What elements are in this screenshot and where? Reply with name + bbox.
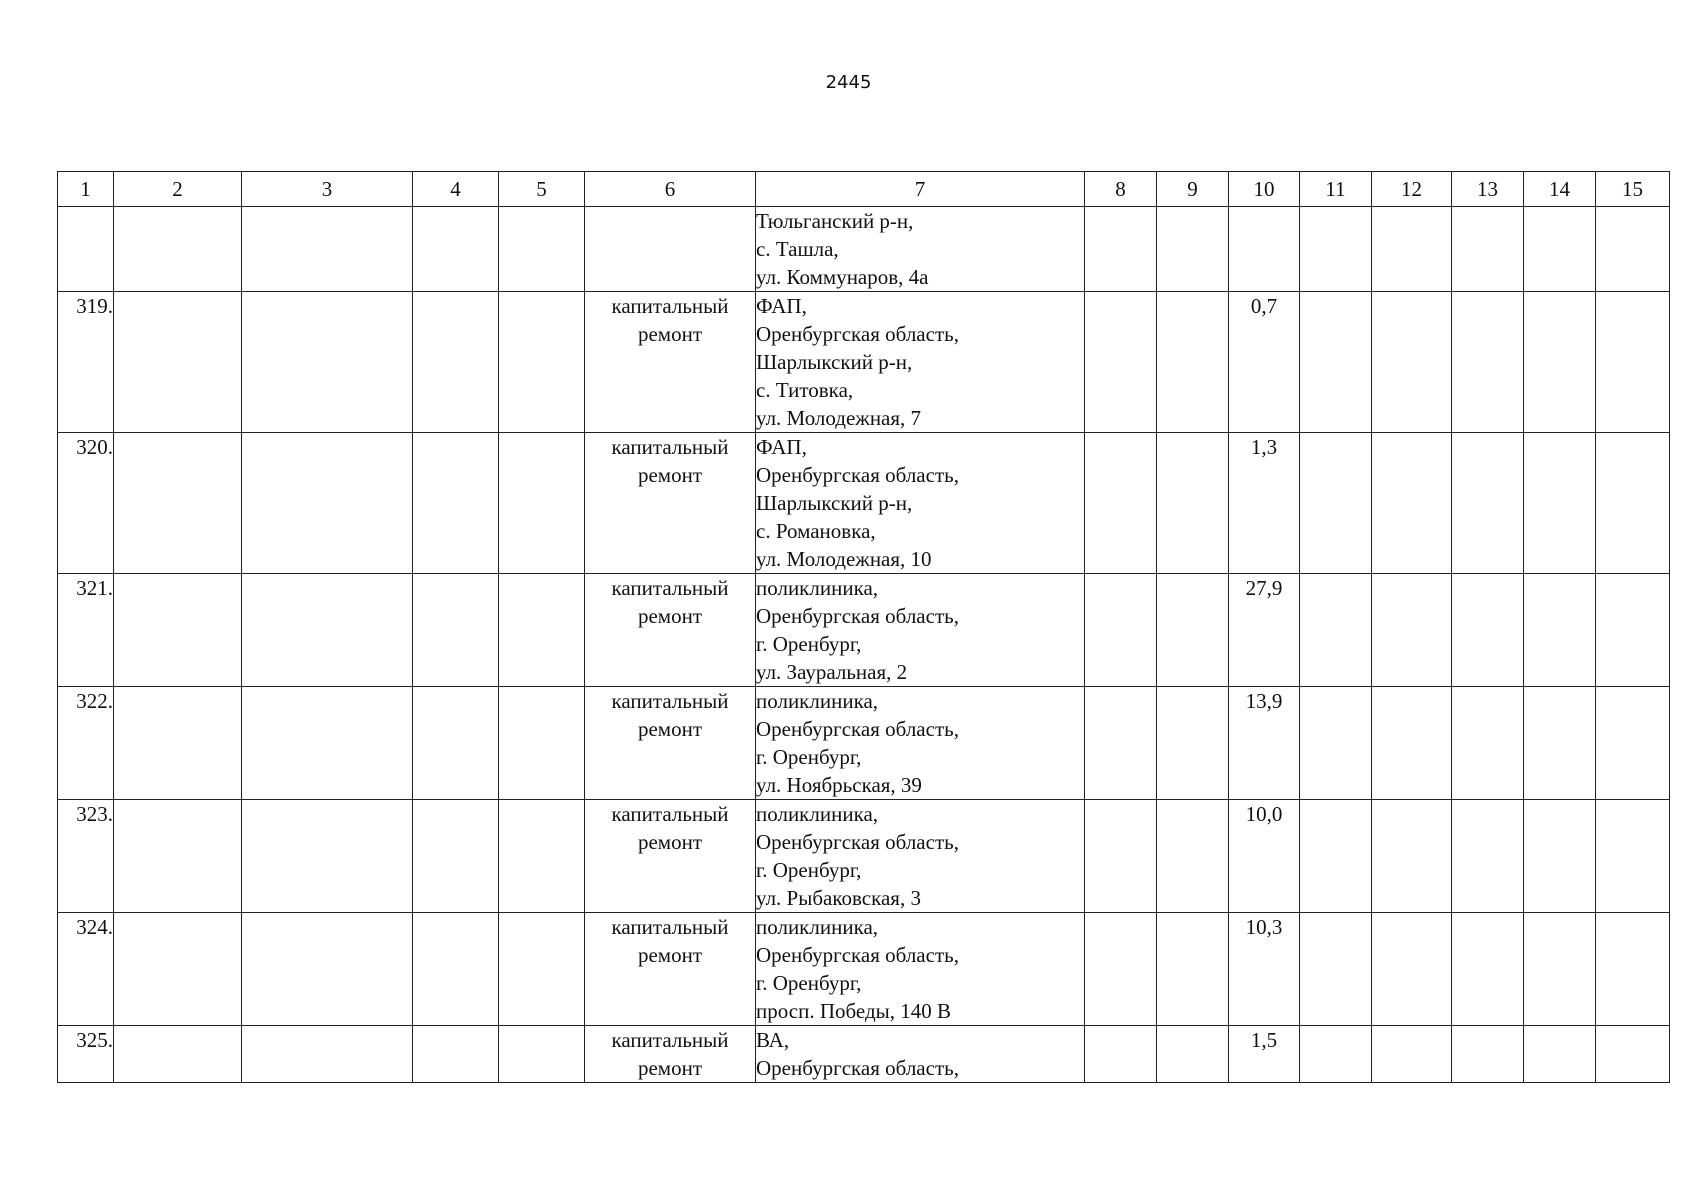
work-type-line: ремонт [637,943,703,967]
empty-cell [1157,574,1229,687]
address-line: г. Оренбург, [756,632,862,656]
header-row [58,172,1670,207]
empty-cell [1452,1026,1524,1083]
address-line: ул. Рыбаковская, 3 [756,886,921,910]
empty-cell [1524,1026,1596,1083]
empty-cell [413,687,499,800]
address-line: ВА, [756,1028,790,1052]
empty-cell [1157,913,1229,1026]
empty-cell [242,292,413,433]
address-cell [756,687,1085,800]
empty-cell [114,800,242,913]
empty-cell [1452,687,1524,800]
empty-cell [499,207,585,292]
empty-cell [1157,1026,1229,1083]
column-header: 15 [1596,172,1670,207]
address-line: ул. Ноябрьская, 39 [756,773,922,797]
empty-cell [1085,687,1157,800]
work-type-cell [585,800,756,913]
work-type-line: ремонт [637,1056,703,1080]
table-row [58,687,1670,800]
value-cell: 27,9 [1229,574,1300,687]
address-line: г. Оренбург, [756,971,862,995]
empty-cell [1157,687,1229,800]
row-number [58,207,114,292]
empty-cell [1452,913,1524,1026]
address-line: Тюльганский р-н, [756,209,914,233]
row-number: 322. [58,687,114,800]
column-header: 7 [756,172,1085,207]
page-number: 2445 [825,72,872,93]
empty-cell [242,433,413,574]
work-type-line: ремонт [637,322,703,346]
column-header: 3 [242,172,413,207]
empty-cell [499,687,585,800]
row-number: 324. [58,913,114,1026]
address-line: ул. Молодежная, 7 [756,406,922,430]
empty-cell [413,1026,499,1083]
empty-cell [242,913,413,1026]
empty-cell [114,1026,242,1083]
value-cell: 1,3 [1229,433,1300,574]
address-cell [756,913,1085,1026]
work-type-cell [585,1026,756,1083]
empty-cell [1524,800,1596,913]
empty-cell [114,687,242,800]
empty-cell [114,292,242,433]
work-type-cell [585,574,756,687]
address-line: Оренбургская область, [756,717,959,741]
address-line: Оренбургская область, [756,1056,959,1080]
empty-cell [1596,913,1670,1026]
column-header: 5 [499,172,585,207]
row-number: 321. [58,574,114,687]
address-line: с. Романовка, [756,519,876,543]
table-row [58,574,1670,687]
address-line: ФАП, [756,294,807,318]
empty-cell [1300,207,1372,292]
table-row [58,913,1670,1026]
work-type-line: ремонт [637,830,703,854]
empty-cell [499,433,585,574]
empty-cell [1372,574,1452,687]
work-type-line: ремонт [637,463,703,487]
empty-cell [1157,292,1229,433]
column-header: 4 [413,172,499,207]
value-cell: 1,5 [1229,1026,1300,1083]
empty-cell [1157,207,1229,292]
empty-cell [242,574,413,687]
empty-cell [1596,687,1670,800]
empty-cell [1372,292,1452,433]
empty-cell [499,1026,585,1083]
empty-cell [1085,433,1157,574]
value-cell: 13,9 [1229,687,1300,800]
column-header: 2 [114,172,242,207]
empty-cell [413,433,499,574]
empty-cell [242,687,413,800]
empty-cell [413,913,499,1026]
empty-cell [1085,292,1157,433]
address-line: г. Оренбург, [756,858,862,882]
empty-cell [1300,292,1372,433]
empty-cell [114,207,242,292]
address-line: поликлиника, [756,576,879,600]
empty-cell [1085,800,1157,913]
address-line: поликлиника, [756,915,879,939]
empty-cell [1300,800,1372,913]
empty-cell [413,800,499,913]
empty-cell [1157,800,1229,913]
empty-cell [1300,574,1372,687]
row-number: 319. [58,292,114,433]
value-cell [1229,207,1300,292]
address-line: Оренбургская область, [756,463,959,487]
address-cell [756,800,1085,913]
empty-cell [1524,433,1596,574]
address-line: Оренбургская область, [756,322,959,346]
empty-cell [1596,292,1670,433]
address-line: Оренбургская область, [756,604,959,628]
address-cell [756,292,1085,433]
row-number: 323. [58,800,114,913]
column-header: 10 [1229,172,1300,207]
column-header: 12 [1372,172,1452,207]
work-type-cell [585,687,756,800]
empty-cell [1596,800,1670,913]
address-cell [756,207,1085,292]
address-line: Оренбургская область, [756,830,959,854]
work-type-line: капитальный [611,689,729,713]
empty-cell [114,574,242,687]
column-header: 11 [1300,172,1372,207]
empty-cell [1372,207,1452,292]
empty-cell [1372,1026,1452,1083]
empty-cell [242,800,413,913]
empty-cell [1300,687,1372,800]
address-line: Шарлыкский р-н, [756,491,913,515]
column-header: 9 [1157,172,1229,207]
empty-cell [1372,800,1452,913]
address-line: Шарлыкский р-н, [756,350,913,374]
column-header: 1 [58,172,114,207]
address-line: с. Ташла, [756,237,839,261]
empty-cell [499,800,585,913]
empty-cell [1596,1026,1670,1083]
address-line: ФАП, [756,435,807,459]
empty-cell [1524,913,1596,1026]
work-type-line: капитальный [611,576,729,600]
empty-cell [242,207,413,292]
column-header: 14 [1524,172,1596,207]
empty-cell [1596,207,1670,292]
empty-cell [1157,433,1229,574]
work-type-cell [585,433,756,574]
empty-cell [1452,800,1524,913]
value-cell: 10,0 [1229,800,1300,913]
data-table [57,171,1670,1083]
empty-cell [1085,574,1157,687]
work-type-cell [585,292,756,433]
table-row [58,292,1670,433]
work-type-line: капитальный [611,1028,729,1052]
value-cell: 0,7 [1229,292,1300,433]
address-line: ул. Молодежная, 10 [756,547,932,571]
empty-cell [1300,913,1372,1026]
empty-cell [1372,687,1452,800]
empty-cell [413,207,499,292]
row-number: 320. [58,433,114,574]
table-row [58,433,1670,574]
empty-cell [499,574,585,687]
empty-cell [413,292,499,433]
column-header: 13 [1452,172,1524,207]
address-line: Оренбургская область, [756,943,959,967]
address-line: г. Оренбург, [756,745,862,769]
empty-cell [1596,574,1670,687]
address-line: ул. Зауральная, 2 [756,660,908,684]
table-row [58,1026,1670,1083]
empty-cell [1372,913,1452,1026]
table-body [58,207,1670,1083]
empty-cell [1524,292,1596,433]
empty-cell [114,913,242,1026]
empty-cell [114,433,242,574]
work-type-cell [585,913,756,1026]
work-type-line: капитальный [611,435,729,459]
table-row [58,207,1670,292]
address-cell [756,433,1085,574]
empty-cell [1524,207,1596,292]
address-line: ул. Коммунаров, 4а [756,265,929,289]
address-line: просп. Победы, 140 В [756,999,951,1023]
empty-cell [1524,574,1596,687]
address-line: с. Титовка, [756,378,854,402]
empty-cell [242,1026,413,1083]
address-line: поликлиника, [756,802,879,826]
work-type-line: ремонт [637,604,703,628]
work-type-line: капитальный [611,802,729,826]
empty-cell [1452,433,1524,574]
empty-cell [1452,292,1524,433]
empty-cell [1452,207,1524,292]
empty-cell [499,292,585,433]
empty-cell [1452,574,1524,687]
empty-cell [1300,1026,1372,1083]
row-number: 325. [58,1026,114,1083]
work-type-line: капитальный [611,294,729,318]
empty-cell [1085,207,1157,292]
address-cell [756,574,1085,687]
empty-cell [1300,433,1372,574]
empty-cell [1524,687,1596,800]
address-line: поликлиника, [756,689,879,713]
empty-cell [413,574,499,687]
address-cell [756,1026,1085,1083]
empty-cell [1372,433,1452,574]
empty-cell [1085,913,1157,1026]
column-header: 8 [1085,172,1157,207]
work-type-line: ремонт [637,717,703,741]
work-type-cell [585,207,756,292]
column-header: 6 [585,172,756,207]
value-cell: 10,3 [1229,913,1300,1026]
empty-cell [1085,1026,1157,1083]
table-row [58,800,1670,913]
empty-cell [499,913,585,1026]
empty-cell [1596,433,1670,574]
work-type-line: капитальный [611,915,729,939]
